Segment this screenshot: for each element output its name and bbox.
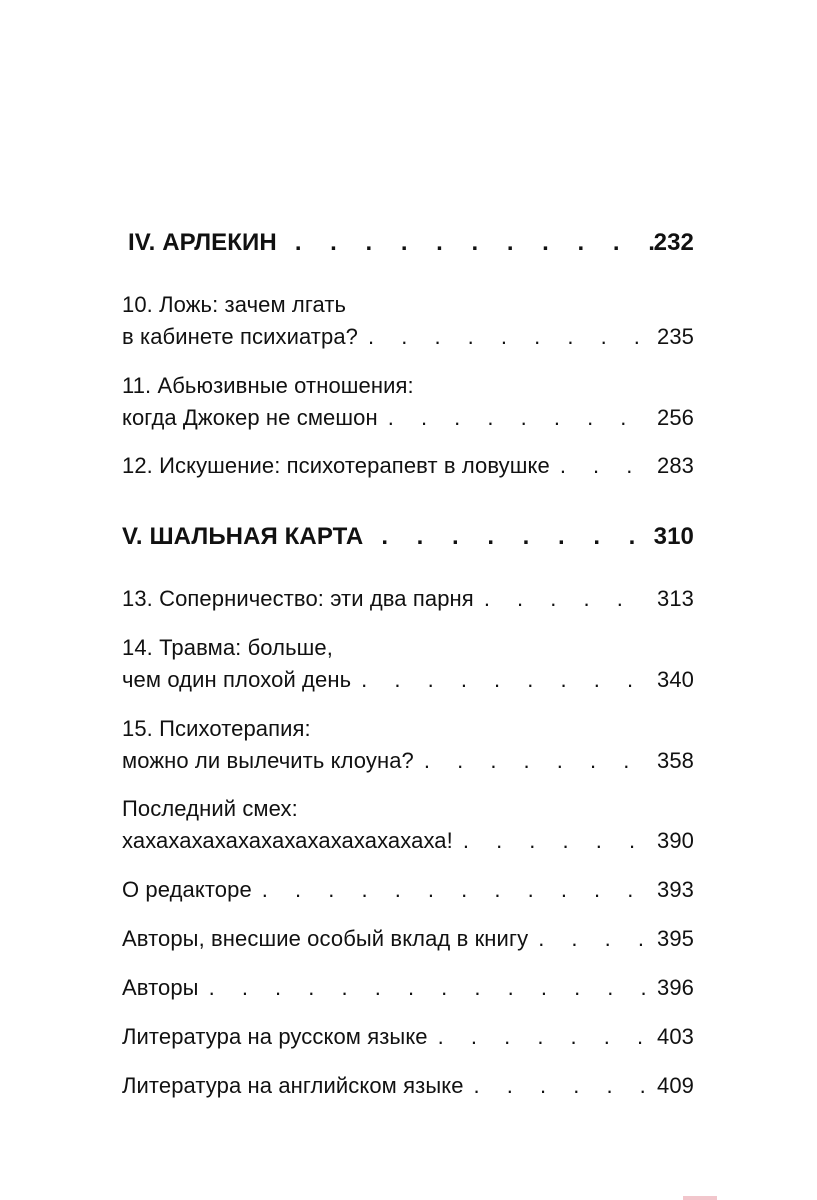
dot-leader [453, 825, 649, 857]
toc-entry-contributors [122, 923, 694, 955]
dot-leader [474, 583, 649, 615]
toc-page-number: 395 [656, 926, 694, 951]
toc-entry-title-continued: в кабинете психиатра? [122, 324, 358, 349]
toc-entry-title: 11. Абьюзивные отношения: [122, 373, 414, 398]
toc-entry-title-continued: хахахахахахахахахахахахахаха! [122, 828, 453, 853]
dot-leader [464, 1070, 649, 1102]
toc-entry-title: О редакторе [122, 877, 252, 902]
toc-page-number: 340 [656, 667, 694, 692]
dot-leader [528, 923, 649, 955]
toc-entry-title: Авторы, внесшие особый вклад в книгу [122, 926, 529, 951]
toc-entry-title-continued: когда Джокер не смешон [122, 405, 378, 430]
toc-page-number: 396 [656, 975, 694, 1000]
toc-page-number: 235 [656, 324, 694, 349]
toc-entry-title: Литература на английском языке [122, 1073, 464, 1098]
dot-leader [550, 450, 649, 482]
toc-page-number: 390 [656, 828, 694, 853]
toc-entry-title-continued: чем один плохой день [122, 667, 352, 692]
toc-entry-authors [122, 972, 694, 1004]
toc-entry-about-editor [122, 874, 694, 906]
toc-entry-10 [122, 289, 694, 353]
toc-page-number: 393 [656, 877, 694, 902]
toc-entry-13 [122, 583, 694, 615]
toc-entry-title: 15. Психотерапия: [122, 716, 311, 741]
toc-page-number: 403 [656, 1024, 694, 1049]
toc-entry-russian-literature [122, 1021, 694, 1053]
dot-leader [363, 521, 653, 553]
dot-leader [277, 227, 654, 259]
toc-entry-title: Литература на русском языке [122, 1024, 428, 1049]
dot-leader [199, 972, 649, 1004]
toc-entry-11 [122, 370, 694, 434]
toc-entry-12 [122, 450, 694, 482]
toc-entry-english-literature [122, 1070, 694, 1102]
toc-entry-last-laugh [122, 793, 694, 857]
toc-page-number: 313 [656, 586, 694, 611]
toc-entry-title: IV. АРЛЕКИН [128, 229, 277, 256]
toc-part-iv [128, 227, 694, 259]
dot-leader [252, 874, 649, 906]
toc-entry-title: Последний смех: [122, 796, 298, 821]
dot-leader [414, 745, 649, 777]
toc-entry-title: V. ШАЛЬНАЯ КАРТА [122, 523, 364, 550]
toc-entry-title: 12. Искушение: психотерапевт в ловушке [122, 453, 550, 478]
toc-entry-title-continued: можно ли вылечить клоуна? [122, 748, 414, 773]
toc-part-v [122, 521, 694, 553]
toc-page-number: 310 [653, 523, 694, 550]
dot-leader [358, 321, 649, 353]
dot-leader [378, 402, 649, 434]
toc-page-number: 409 [656, 1073, 694, 1098]
toc-entry-14 [122, 632, 694, 696]
dot-leader [351, 664, 649, 696]
toc-page-number: 232 [653, 229, 694, 256]
toc-entry-title: 13. Соперничество: эти два парня [122, 586, 474, 611]
toc-page-number: 283 [656, 453, 694, 478]
toc-page-number: 358 [656, 748, 694, 773]
toc-entry-15 [122, 713, 694, 777]
toc-page-number: 256 [656, 405, 694, 430]
toc-entry-title: 10. Ложь: зачем лгать [122, 292, 347, 317]
scan-edge-mark [683, 1196, 717, 1200]
toc-entry-title: Авторы [122, 975, 199, 1000]
dot-leader [428, 1021, 649, 1053]
toc-entry-title: 14. Травма: больше, [122, 635, 333, 660]
